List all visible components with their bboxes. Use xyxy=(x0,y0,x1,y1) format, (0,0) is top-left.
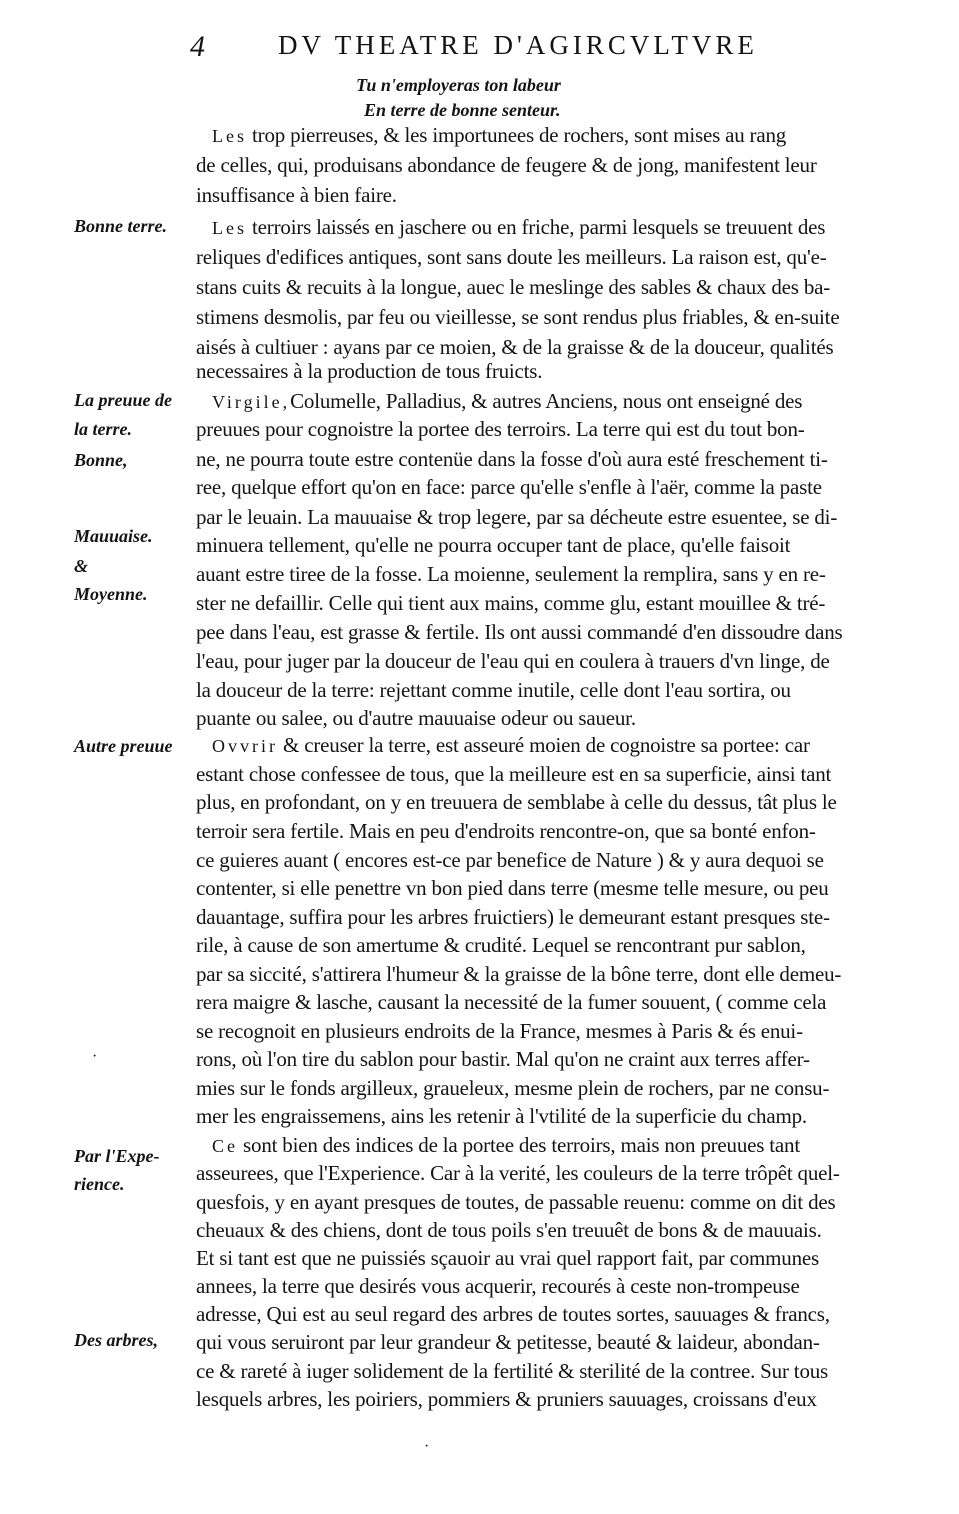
text-line: de celles, qui, produisans abondance de feugere & de jong, manifestent leur xyxy=(196,153,817,177)
text-line: qui vous seruiront par leur grandeur & petitesse, beauté & laideur, abondan- xyxy=(196,1330,820,1354)
text-line: puante ou salee, ou d'autre mauuaise odeur ou saueur. xyxy=(196,706,636,730)
margin-note: rience. xyxy=(74,1174,125,1194)
text-line: ster ne defaillir. Celle qui tient aux mains, comme glu, estant mouillee & tré- xyxy=(196,591,826,615)
text-line: ce & rareté à iuger solidement de la fertilité & sterilité de la contree. Sur tous xyxy=(196,1359,829,1383)
text-line: rons, où l'on tire du sablon pour bastir. Mal qu'on ne craint aux terres affer- xyxy=(196,1047,810,1071)
text-line: minuera tellement, qu'elle ne pourra occuper tant de place, qu'elle faisoit xyxy=(196,533,791,557)
text-line: mies sur le fonds argilleux, graueleux, mesme plein de rochers, par ne consu- xyxy=(196,1076,830,1100)
text-line: reliques d'edifices antiques, sont sans doute les meilleurs. La raison est, qu'e- xyxy=(196,245,827,269)
text-line: terroir sera fertile. Mais en peu d'endroits rencontre-on, que sa bonté enfon- xyxy=(196,819,816,843)
margin-note: & xyxy=(74,556,89,576)
margin-note: La preuue de xyxy=(74,390,172,410)
text-line: ce guieres auant ( encores est-ce par benefice de Nature ) & y aura dequoi se xyxy=(196,848,824,872)
text-line: Les trop pierreuses, & les importunees de rochers, sont mises au rang xyxy=(212,123,787,147)
text-line: dauantage, suffira pour les arbres fruictiers) le demeurant estant presques ste- xyxy=(196,905,830,929)
text-line: se recognoit en plusieurs endroits de la France, mesmes à Paris & és enui- xyxy=(196,1019,803,1043)
running-head: DV THEATRE D'AGIRCVLTVRE xyxy=(278,30,758,60)
text-line: cheuaux & des chiens, dont de tous poils s'en treuuêt de bons & de mauuais. xyxy=(196,1218,822,1242)
text-line: lesquels arbres, les poiriers, pommiers & pruniers sauuages, croissans d'eux xyxy=(196,1387,817,1411)
text-line: preuues pour cognoistre la portee des terroirs. La terre qui est du tout bon- xyxy=(196,417,805,441)
text-line: contenter, si elle penettre vn bon pied dans terre (mesme telle mesure, ou peu xyxy=(196,876,829,900)
text-line: estant chose confessee de tous, que la meilleure est en sa superficie, ainsi tant xyxy=(196,762,832,786)
motto-line: En terre de bonne senteur. xyxy=(364,100,561,120)
text-line: l'eau, pour juger par la douceur de l'eau qui en coulera à trauers d'vn linge, de xyxy=(196,649,830,673)
page-number: 4 xyxy=(190,30,205,63)
lead-word: Virgile, xyxy=(212,392,291,412)
text-line: Virgile,Columelle, Palladius, & autres Anciens, nous ont enseigné des xyxy=(212,389,803,413)
ink-speck: · xyxy=(424,1438,430,1455)
margin-note: Mauuaise. xyxy=(74,526,153,546)
text-line: insuffisance à bien faire. xyxy=(196,183,397,207)
text-line: quesfois, y en ayant presques de toutes, de passable reuenu: comme on dit des xyxy=(196,1190,836,1214)
margin-note: la terre. xyxy=(74,419,132,439)
text-line: asseurees, que l'Experience. Car à la verité, les couleurs de la terre trôpêt quel- xyxy=(196,1161,840,1185)
text-line: aisés à cultiuer : ayans par ce moien, & de la graisse & de la douceur, qualités xyxy=(196,335,834,359)
margin-note: Des arbres, xyxy=(74,1330,158,1350)
lead-word: Les xyxy=(212,218,247,238)
lead-word: Ce xyxy=(212,1136,238,1156)
text-line: pee dans l'eau, est grasse & fertile. Ils ont aussi commandé d'en dissoudre dans xyxy=(196,620,843,644)
text-line: adresse, Qui est au seul regard des arbres de toutes sortes, sauuages & francs, xyxy=(196,1302,830,1326)
ink-speck: · xyxy=(92,1048,98,1065)
margin-note: Par l'Expe- xyxy=(74,1146,160,1166)
lead-word: Les xyxy=(212,126,247,146)
text-line: stimens desmolis, par feu ou vieillesse, se sont rendus plus friables, & en-suite xyxy=(196,305,840,329)
text-line: rera maigre & lasche, causant la necessité de la fumer souuent, ( comme cela xyxy=(196,990,827,1014)
text-line: mer les engraissemens, ains les retenir à l'vtilité de la superficie du champ. xyxy=(196,1104,807,1128)
lead-word: Ovvrir xyxy=(212,736,278,756)
text-line: necessaires à la production de tous fruicts. xyxy=(196,359,543,383)
motto-line: Tu n'employeras ton labeur xyxy=(356,75,561,95)
text-line: ne, ne pourra toute estre contenüe dans la fosse d'où aura esté freschement ti- xyxy=(196,447,828,471)
text-line: rile, à cause de son amertume & crudité. Lequel se rencontrant pur sablon, xyxy=(196,933,806,957)
text-line: Les terroirs laissés en jaschere ou en friche, parmi lesquels se treuuent des xyxy=(212,215,826,239)
text-line: stans cuits & recuits à la longue, auec le meslinge des sables & chaux des ba- xyxy=(196,275,831,299)
text-line: Et si tant est que ne puissiés sçauoir au vrai quel rapport fait, par communes xyxy=(196,1246,819,1270)
margin-note: Bonne terre. xyxy=(74,216,168,236)
text-line: Ce sont bien des indices de la portee des terroirs, mais non preuues tant xyxy=(212,1133,800,1157)
margin-note: Moyenne. xyxy=(74,584,148,604)
text-line: auant estre tiree de la fosse. La moienne, seulement la remplira, sans y en re- xyxy=(196,562,826,586)
margin-note: Bonne, xyxy=(74,450,128,470)
margin-note: Autre preuue xyxy=(74,736,173,756)
text-line: Ovvrir & creuser la terre, est asseuré moien de cognoistre sa portee: car xyxy=(212,733,810,757)
text-line: ree, quelque effort qu'on en face: parce qu'elle s'enfle à l'aër, comme la paste xyxy=(196,475,822,499)
text-line: plus, en profondant, on y en treuuera de semblabe à celle du dessus, tât plus le xyxy=(196,790,837,814)
text-line: annees, la terre que desirés vous acquerir, recourés à ceste non-trompeuse xyxy=(196,1274,800,1298)
text-line: par le leuain. La mauuaise & trop legere, par sa décheute estre esuentee, se di- xyxy=(196,505,838,529)
text-line: la douceur de la terre: rejettant comme inutile, celle dont l'eau sortira, ou xyxy=(196,678,791,702)
text-line: par sa siccité, s'attirera l'humeur & la graisse de la bône terre, dont elle demeu- xyxy=(196,962,842,986)
